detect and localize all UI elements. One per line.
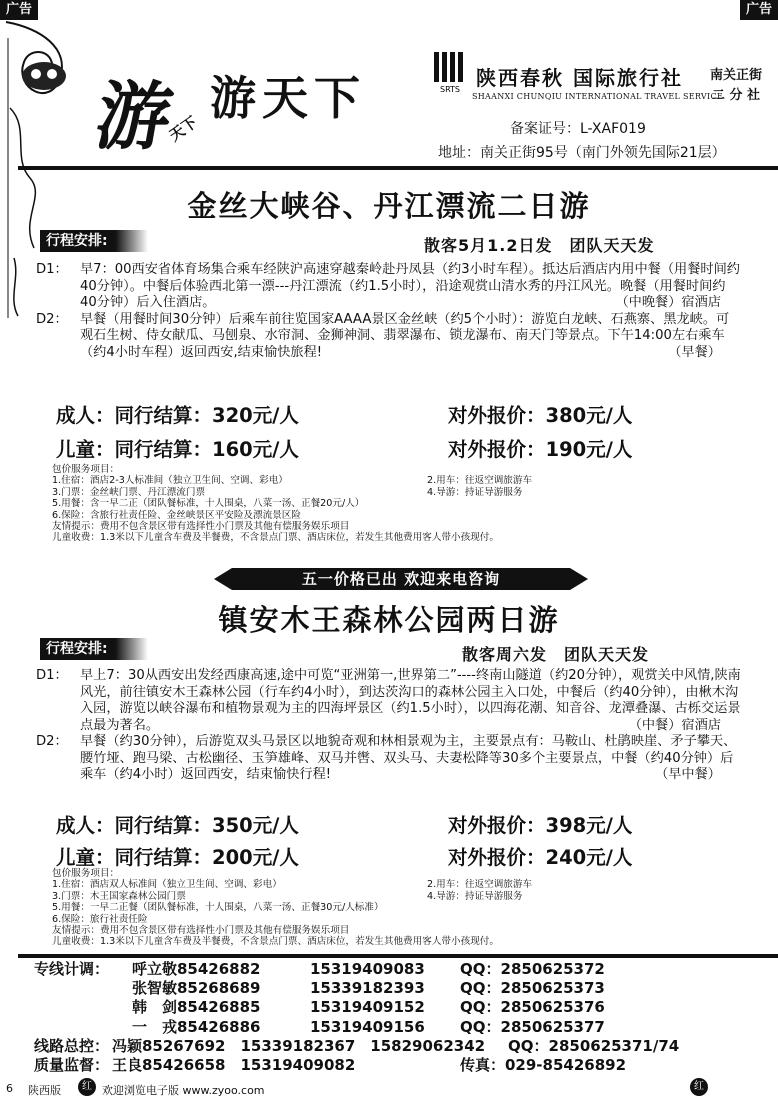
page-number: 6 <box>6 1082 13 1095</box>
logo-small-text: 天下 <box>165 112 201 145</box>
tour1-included-services: 包价服务项目： 1.住宿：酒店2-3人标准间（独立卫生间、空调、彩电） 2.用车：往返空调旅游车 3.门票：金丝峡门票、丹江漂流门票 4.导游：持证导游服务 5.用餐：含一早二正（团队餐标准，十人围桌，八菜一汤、正餐20元/人） 6.保险：含旅行社责任险、金丝峡景区平安险及漂流景区险 友情提示：费用不包含景区带有选择性小门票及其他有偿服务娱乐项目 儿童收费：1.3米以下儿童含车费及半餐费，不含景点门票、酒店床位，若发生其他费用客人带小孩现付。 <box>52 464 533 544</box>
tour1-departure: 散客5月1.2日发 团队天天发 <box>424 236 655 255</box>
tour2-day-1: D1： 早上7：30从西安出发经西康高速,途中可览“亚洲第一,世界第二”----终南山隧道（约20分钟），观赏关中风情,陕南风光，前往镇安木王森林公园（行车约4小时），到达茨沟口的森林公园主入口处，中餐后（约40分钟），由楸木沟入园，游览以峡谷瀑布和植物景观为主的四海坪景区（约1.5小时），以四海花潮、知音谷、龙潭叠瀑、古栎交运景点最为著名。 （中餐）宿酒店 <box>36 668 741 733</box>
tour2-day-1-meal: （中餐）宿酒店 <box>628 717 721 733</box>
tour2-departure: 散客周六发 团队天天发 <box>462 645 650 664</box>
branch-line-2: 二 分 社 <box>711 88 761 103</box>
branch-name <box>700 66 772 106</box>
contact-row: 一 戎85426886 15319409156 QQ：2850625377 <box>132 1017 605 1036</box>
agency-mark-icon <box>430 50 470 96</box>
contact-list <box>34 960 778 1075</box>
ad-label-left: 广告 <box>0 0 38 20</box>
tour1-day-2-meal: （早餐） <box>668 344 721 360</box>
contact-row: 专线计调： 呼立敬85426882 15319409083 QQ：2850625372 <box>34 960 605 978</box>
hotline-label: 专线计调： <box>34 960 110 978</box>
logo-ink-character: 游 <box>89 74 175 160</box>
ad-label-right: 广告 <box>740 0 778 20</box>
agency-name-english: SHAANXI CHUNQIU INTERNATIONAL TRAVEL SERVICE <box>472 92 724 101</box>
svg-text:SRTS: SRTS <box>439 85 461 94</box>
top-bar <box>0 0 778 20</box>
contact-row: 张智敏85268689 15339182393 QQ：2850625373 <box>132 979 605 998</box>
tour1-price-child: 儿童：同行结算：160元/人 对外报价：190元/人 <box>56 438 633 461</box>
tour2-day-2-meal: （早中餐） <box>655 767 721 782</box>
director-row: 线路总控： 冯颖85267692 15339182367 15829062342 QQ：2850625371/74 <box>34 1036 680 1055</box>
red-badge-icon: 红 <box>78 1078 96 1096</box>
website-link[interactable]: 欢迎浏览电子版 www.zyoo.com <box>102 1084 265 1097</box>
tour2-day-2: D2： 早餐（约30分钟），后游览双头马景区以地貌奇观和林相景观为主，主要景点有：马鞍山、杜鹃映崖、矛子攀天、腰竹垭、跑马梁、古松幽径、玉笋雄峰、双马并辔、双头马、夫妻松降等30多个主要景点，中餐（约40分钟）后乘车（约4小时）返回西安，结束愉快行程! （早中餐） <box>36 734 737 782</box>
divider-contacts <box>18 954 778 958</box>
slogan: 游天下 <box>210 71 366 125</box>
tour1-title: 金丝大峡谷、丹江漂流二日游 <box>187 189 591 223</box>
divider-top <box>18 166 778 170</box>
tour1-price-adult: 成人：同行结算：320元/人 对外报价：380元/人 <box>56 404 633 427</box>
quality-row: 质量监督： 王良85426658 15319409082 传真：029-85426892 <box>34 1055 627 1074</box>
branch-line-1: 南关正街 <box>709 68 762 83</box>
contact-row: 韩 剑85426885 15319409152 QQ：2850625376 <box>132 998 605 1017</box>
tour2-itinerary <box>36 668 741 784</box>
tour1-schedule-label: 行程安排: <box>40 230 148 252</box>
tour2-price-adult: 成人：同行结算：350元/人 对外报价：398元/人 <box>56 814 633 837</box>
agency-address: 地址：南关正街95号（南门外领先国际21层） <box>438 145 726 161</box>
red-badge-icon: 红 <box>690 1078 708 1096</box>
tour1-day-2: D2： 早餐（用餐时间30分钟）后乘车前往览国家AAAA景区金丝峡（约5个小时）：游览白龙峡、石燕寨、黑龙峡。可观石生树、侍女献瓜、马刨泉、水帘洞、金狮神洞、翡翠瀑布、锁龙瀑布、南天门等景点。下午14:00左右乘车（约4小时车程）返回西安,结束愉快旅程! （早餐） <box>36 311 730 360</box>
tour2-included-services: 包价服务项目： 1.住宿：酒店双人标准间（独立卫生间、空调、彩电） 2.用车：往返空调旅游车 3.门票：木王国家森林公园门票 4.导游：持证导游服务 5.用餐：一早二正餐（团队餐标准，十人围桌，八菜一汤、正餐30元/人标准） 6.保险：旅行社责任险 友情提示：费用不包含景区带有选择性小门票及其他有偿服务娱乐项目 儿童收费：1.3米以下儿童含车费及半餐费，不含景点门票、酒店床位，若发生其他费用客人带小孩现付。 <box>52 868 533 948</box>
filing-number: 备案证号：L-XAF019 <box>510 121 646 137</box>
agency-name: 陕西春秋 国际旅行社 <box>476 66 683 90</box>
tour2-schedule-label: 行程安排: <box>40 638 148 660</box>
tour1-day-1-meal: （中晚餐）宿酒店 <box>615 295 721 310</box>
tour1-day-1: D1： 早7：00西安省体育场集合乘车经陕沪高速穿越秦岭赴丹凤县（约3小时车程）。抵达后酒店内用中餐（用餐时间约40分钟）。中餐后体验西北第一漂---丹江漂流（约1.5小时），沿途观赏山清水秀的丹江风光。晚餐（用餐时间约40分钟）后入住酒店。 （中晚餐）宿酒店 <box>36 262 740 310</box>
tour2-price-child: 儿童：同行结算：200元/人 对外报价：240元/人 <box>56 846 633 869</box>
page-footer <box>0 1074 778 1100</box>
tour2-title: 镇安木王森林公园两日游 <box>218 603 560 637</box>
promo-banner: 五一价格已出 欢迎来电咨询 <box>232 568 570 590</box>
edition-label: 陕西版 <box>28 1084 61 1097</box>
tour1-itinerary <box>36 262 741 361</box>
